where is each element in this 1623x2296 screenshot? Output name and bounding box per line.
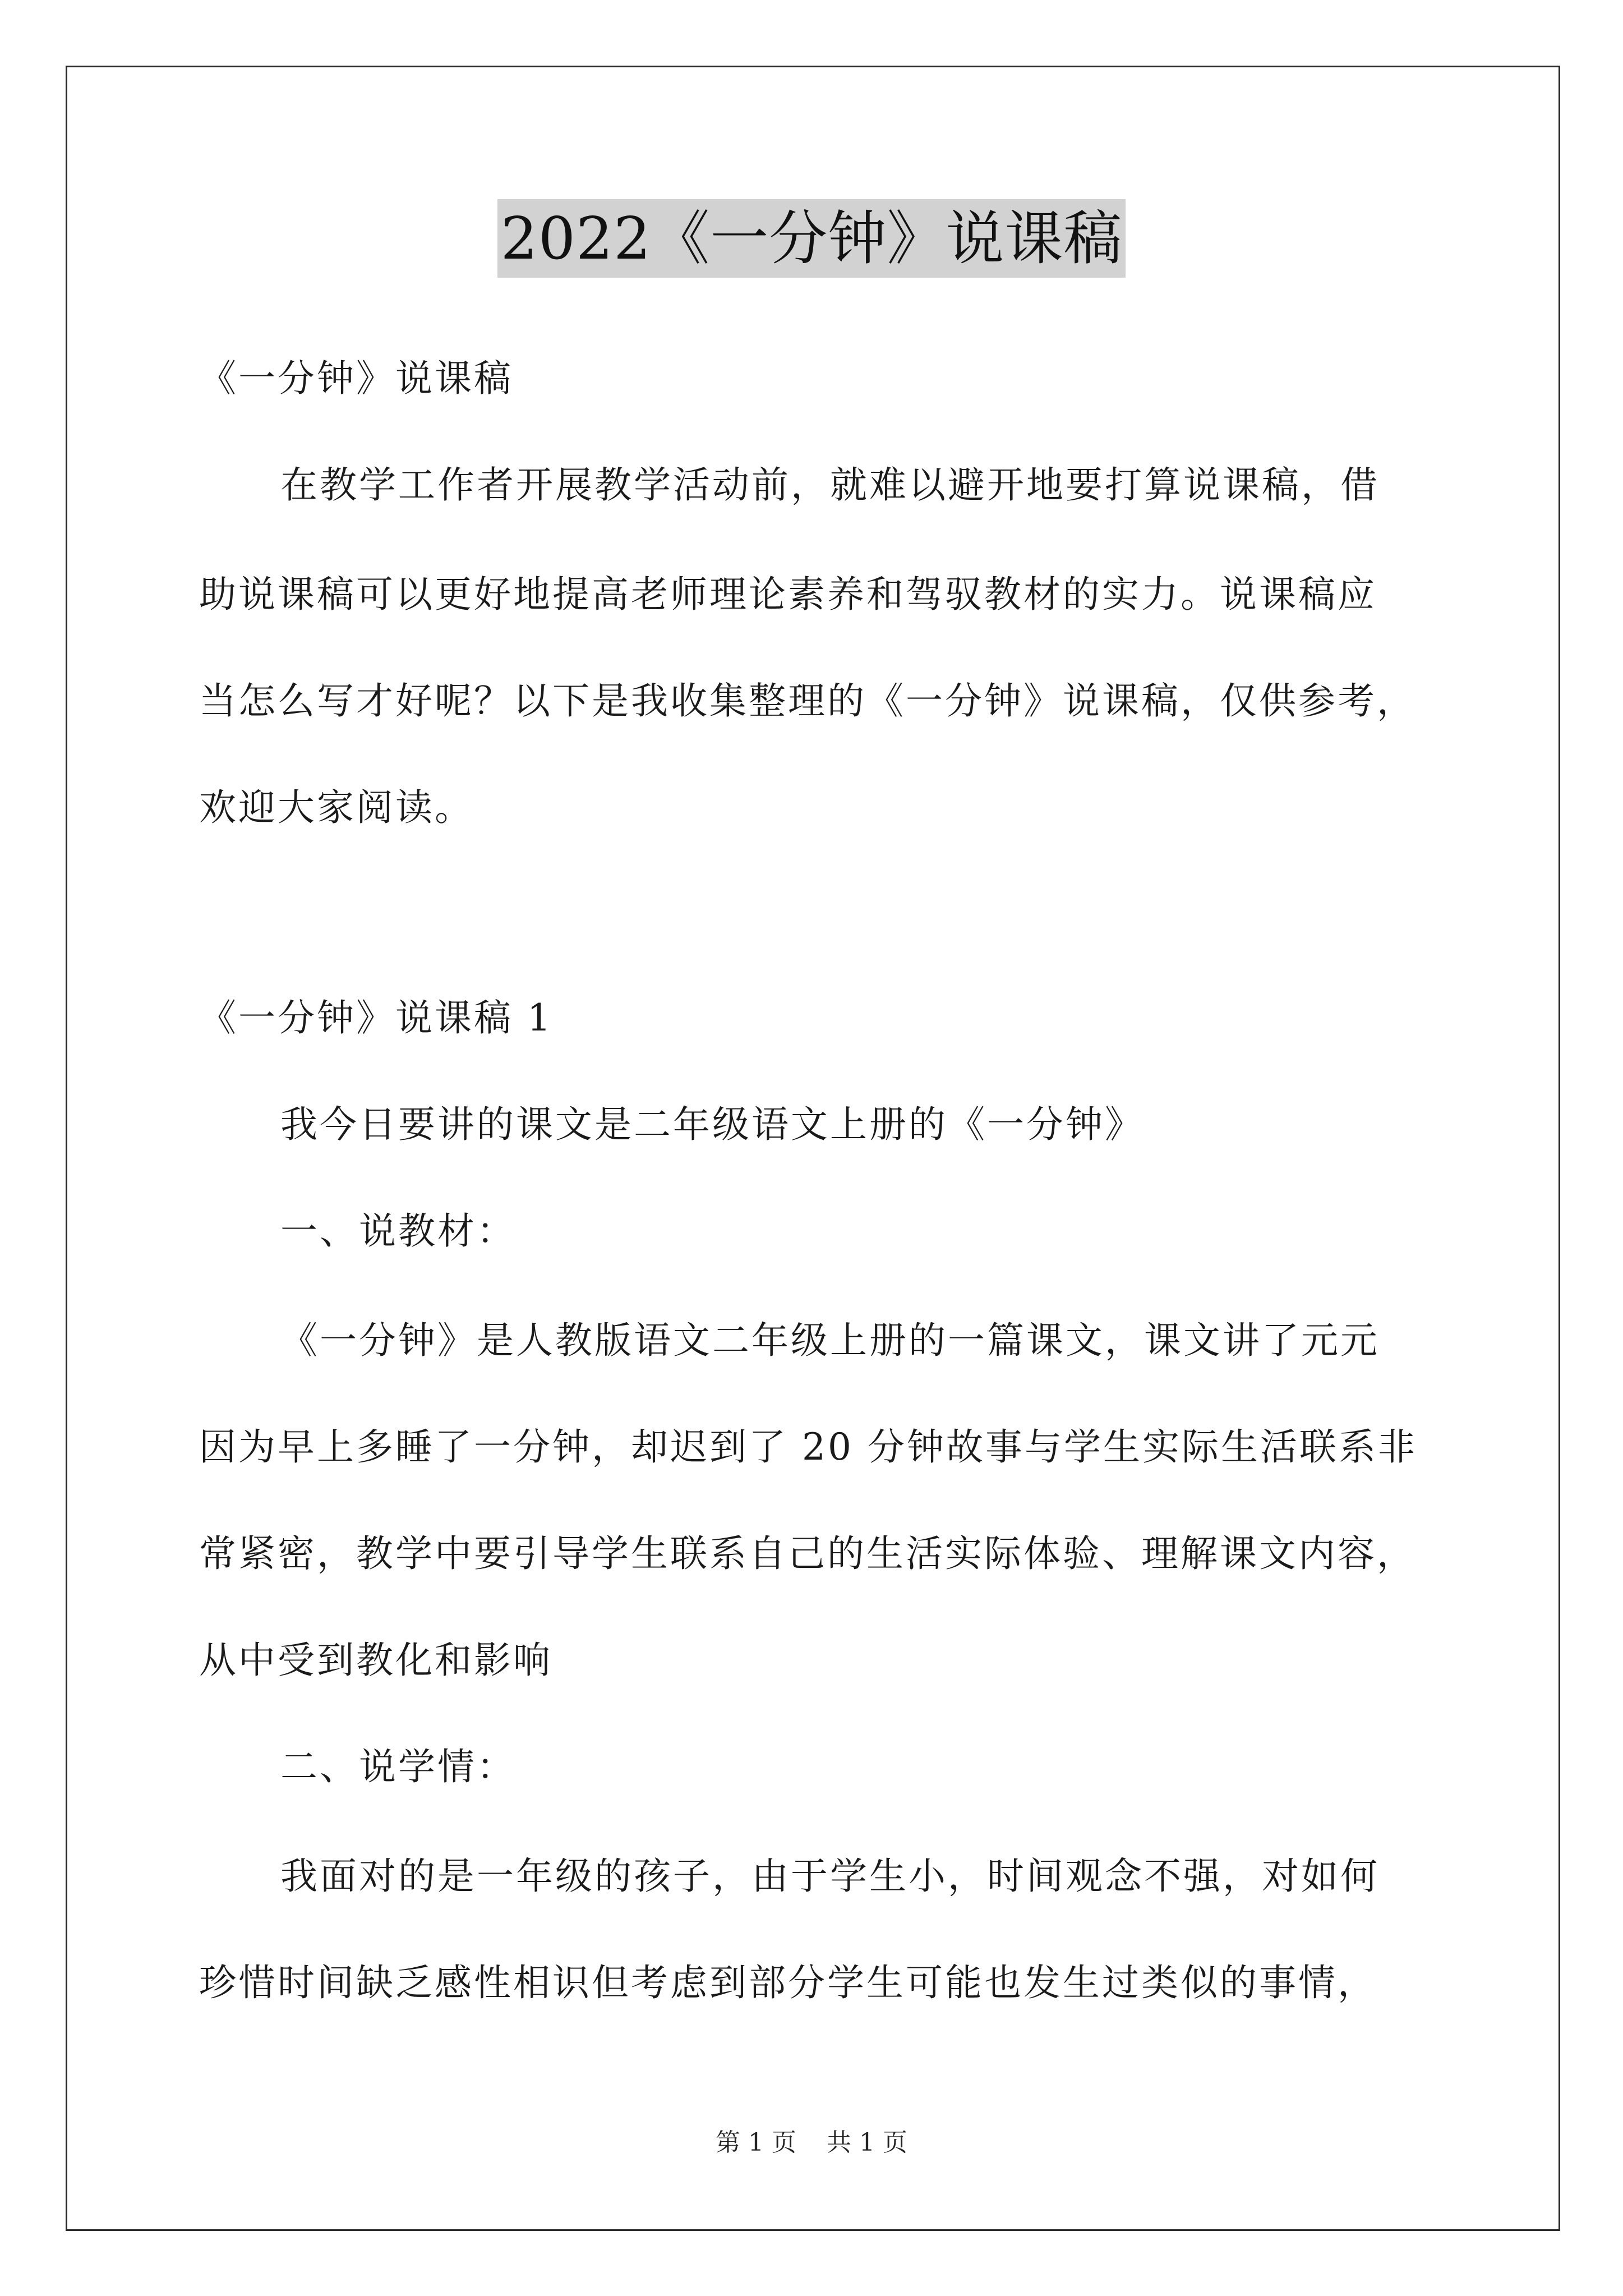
part2-line: 珍惜时间缺乏感性相识但考虑到部分学生可能也发生过类似的事情， bbox=[199, 1961, 1377, 2004]
intro-line: 助说课稿可以更好地提高老师理论素养和驾驭教材的实力。说课稿应 bbox=[199, 573, 1377, 616]
part2-line: 我面对的是一年级的孩子，由于学生小，时间观念不强，对如何 bbox=[280, 1855, 1380, 1898]
section-heading: 《一分钟》说课稿 1 bbox=[199, 996, 553, 1039]
title-wrap bbox=[0, 199, 1623, 278]
document-title: 2022《一分钟》说课稿 bbox=[497, 199, 1126, 278]
intro-line: 当怎么写才好呢？以下是我收集整理的《一分钟》说课稿，仅供参考， bbox=[199, 679, 1416, 723]
page-total: 共 1 页 bbox=[827, 2128, 907, 2157]
part1-line: 《一分钟》是人教版语文二年级上册的一篇课文，课文讲了元元 bbox=[280, 1319, 1380, 1362]
intro-line: 欢迎大家阅读。 bbox=[199, 786, 474, 829]
intro-line: 在教学工作者开展教学活动前，就难以避开地要打算说课稿，借 bbox=[280, 463, 1380, 507]
part2-heading: 二、说学情： bbox=[280, 1745, 516, 1788]
part1-line: 因为早上多睡了一分钟，却迟到了 20 分钟故事与学生实际生活联系非 bbox=[199, 1425, 1417, 1469]
part1-heading: 一、说教材： bbox=[280, 1209, 516, 1253]
page-number: 第 1 页 bbox=[716, 2128, 796, 2157]
part1-line: 常紧密，教学中要引导学生联系自己的生活实际体验、理解课文内容， bbox=[199, 1532, 1416, 1575]
page-footer bbox=[0, 2126, 1623, 2160]
lesson-intro: 我今日要讲的课文是二年级语文上册的《一分钟》 bbox=[280, 1103, 1144, 1146]
part1-line: 从中受到教化和影响 bbox=[199, 1639, 552, 1682]
subtitle: 《一分钟》说课稿 bbox=[199, 357, 513, 400]
